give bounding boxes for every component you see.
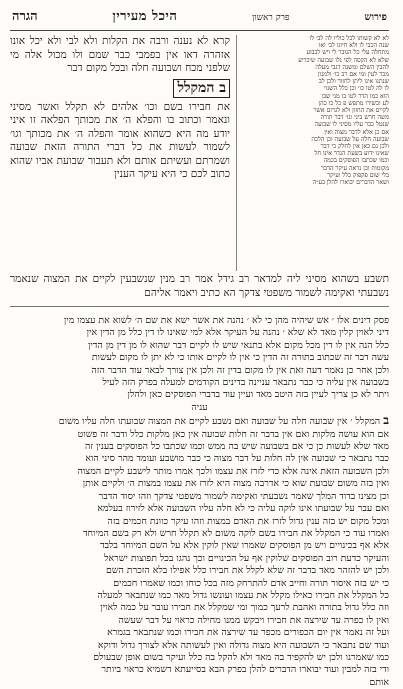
lower-section-label: ב bbox=[383, 413, 389, 428]
lower-text-line: ויתר לא כן צריך לעיין בזה היטב מאד ועיין עוד בדברי הפוסקים כאן ולהלן bbox=[127, 389, 389, 401]
commentary-line: לו לה לטו כו׳ וכן כלל השנוי bbox=[323, 85, 389, 93]
lower-section-line: כל המקלל את חבירו כאילו מקלל את עצמו ועונשו גדול מאד כמו שנתבאר למעלה bbox=[97, 589, 389, 601]
lower-section-line: ומכל מקום יש בזה ענין גדול לזרז את האדם במצות וזהו עיקר כוונת חכמים בזה bbox=[107, 515, 389, 527]
commentary-line: מכר לעין ומי אם רב כו׳ ולמנון bbox=[318, 71, 389, 79]
lower-section-line: והעיקר כדעת רוב הפוסקים שלוקין אף על הכינויים וכך נהגו בכל תפוצות ישראל bbox=[104, 552, 389, 564]
lower-section-line: מאד שלא לעשות כן כי אם בשבועה שיש בה ממש וכמו שכתבו כל הפוסקים בענין זה bbox=[85, 441, 389, 453]
commentary-line: מקומות וכן נראה עיקר הדבר bbox=[321, 164, 389, 172]
header-chapter: פרק ראשון bbox=[252, 13, 290, 23]
header-left-title: הגרה bbox=[12, 9, 38, 24]
upper-section bbox=[10, 35, 389, 271]
section-text: את חבירו בשם וכו׳ אלהים לא תקלל ואשר מסיני ונאמר וכתוב בו והפלא ה׳ את מכותך הפלאה זו איני יודע מה היא כשהוא אומר והפלה ה׳ את מכותך וגו׳ לשמור לעשות את כל דברי התורה הזאת שבועה ושמרתם ועשיתם אותם ולא תעבור שבועת אביו שהוא כתוב לכם כי היא עיקר הענין bbox=[10, 100, 230, 180]
commentary-line: בלי שום פקפוק כלל ועיקר bbox=[327, 171, 389, 179]
lower-text-line: פסק דינים אלו ׳ אש שיהיה מהן כי לא ׳ נהנה את אשר ישא את שם ה׳ לשוא את עצמו מין bbox=[63, 315, 389, 326]
commentary-line: שבועה חלה על שבועה וכן הלכה bbox=[311, 135, 389, 143]
commentary-line: לקיים את החזון ולא לגרום אשר bbox=[313, 107, 389, 115]
lower-section-line: ואמרו עוד כי המקלל את חבירו בשם לוקה משום לא תקלל חרש ולא רק בשם המיוחד bbox=[82, 527, 389, 539]
header-center-title: היכל מעירין bbox=[112, 9, 178, 24]
commentary-line: וכמו שכתבו הפוסקים בכמה bbox=[323, 157, 389, 165]
commentary-line: שלא לא הקסה לפי נלו שבועה שיכריע bbox=[298, 56, 389, 64]
lower-text-line: דיני לאוין קלין מאד לא שלא ׳ נהנה על העיקר אלא למי שאינו לו דין כלל מן הדין אין bbox=[86, 327, 389, 339]
commentary-line: אם כן אלא לדבר מצוה ואין bbox=[324, 128, 389, 136]
commentary-line: להבין השלם ומשנה דגבי מעלה bbox=[315, 63, 389, 71]
main-footer-text: תשבע בשהוא מסיני ליה למדאר רב גידל אמר רב מנין שנשבעין לקיים את המצוה שנאמר נשבעתי ואקימה לשמור משפטי צדקך הא כתיב ויאמר אליהם bbox=[10, 273, 389, 307]
lower-section-line: ולכן השבועה הזאת אינה אלא כדי לזרז את עצמו ולכך אמרו מותר לישבע לקיים המצוה bbox=[77, 465, 389, 477]
commentary-line: משה חרש ביגי וגו׳ דבר תורה bbox=[320, 114, 389, 122]
lower-section-text: המקלל ׳ אין שבועה חלה על שבועה ואם נשבע לקיים את המצוה שבועתו חלה עליו משום bbox=[58, 416, 381, 428]
lower-text-line: כלל הנה אין לו דין מכל מקום אלא בתנאי שיש לו לקיים דבר שהוא לו מן דין מן הדין bbox=[88, 339, 389, 351]
lower-section-line: כמו שאמרנו ולכן יש להקפיד בה מאד ולא להקל בה כלל ועיקר בשום אופן שבעולם bbox=[93, 651, 389, 663]
commentary-line: שאינו ידוע בשעת הנדר אינו חל bbox=[314, 150, 389, 158]
lower-section-line bbox=[10, 414, 389, 428]
lower-section-line: ואין לו כפרה עד שירצה את חבירו ויבקש ממנו מחילה כראוי על דבר שעשה bbox=[118, 614, 389, 626]
commentary-column bbox=[236, 35, 389, 271]
lower-section-line: כבר נתבאר כי שבועה אין לה חלות על דבר מצוה כי כבר מושבע ועומד מהר סיני הוא bbox=[85, 453, 389, 465]
lower-section-line: אותם bbox=[369, 676, 389, 688]
lower-section-line: ועל זה נאמר אין יום הכפורים מכפר עד שירצה את חבירו וכמו שנתבאר בגמרא bbox=[107, 627, 389, 639]
main-text-column bbox=[10, 35, 230, 271]
section-label: ב המקלל bbox=[173, 79, 230, 98]
lower-section-line: ואם עבר על שבועתו אינו לוקה עליה כי לא חלה עליו השבועה אלא לזירוז בעלמא bbox=[97, 503, 389, 515]
lower-text-line: ולכן אחר כן נאמר דעה זאת אין לו מקום בדין זה ולכן אין צורך לבאר עוד הדבר הזה bbox=[91, 364, 389, 376]
lower-section-line: כי יש בזה איסור תורה וחייב אדם להתרחק מזה בכל כוחו וכמו שאמרו חכמים bbox=[113, 577, 389, 589]
lower-center-word: עניה bbox=[191, 401, 208, 413]
lower-section-line: ודי בזה למבין ועוד יבוארו הדברים להלן בפרק הבא בסייעתא דשמיא כראוי ביותר bbox=[101, 664, 389, 676]
section-heading-row bbox=[10, 76, 230, 101]
commentary-line: לע וכשירו מתפש פ כל כו כהן bbox=[318, 99, 389, 107]
lower-section-line: אלא אף בכינויים ויש מן הפוסקים שאמרו שאין לוקין אלא על השם המיוחד בלבד bbox=[99, 540, 389, 552]
page-header bbox=[10, 8, 389, 31]
lower-section-line: ולכן יש להזהר מאד בדבר זה שלא לקלל את חבירו כלל אפילו בלא הזכרת השם bbox=[106, 565, 389, 577]
lower-section-line: וכן מצינו בדוד המלך שאמר נשבעתי ואקימה לשמור משפטי צדקך וזהו יסוד הדבר bbox=[98, 490, 389, 502]
lower-text-line: עשה דבר זה שכתוב בתורה זה הדין כי אין לו לקיים אותו כי לא יתן לו מקום לעשות bbox=[91, 352, 389, 364]
commentary-line: שנה הכבי לו ולא חיונו לב׳ ואו bbox=[318, 42, 389, 50]
commentary-line: מתחלה עלי כל הגובר לי ויש לבבוע bbox=[306, 49, 389, 57]
commentary-line: הוא כמו הדר לטו בו מני שבו bbox=[321, 92, 389, 100]
lower-text-line: בשבועה אין עליה כי כבר נתבאר עניינה בדינים הקודמים למעלה בפרק הזה לעיל bbox=[102, 377, 389, 389]
main-opening-text: קרא לא נענה ורבה את הקלות ולא לבי ולא יכל אונו אזהרה דאו אין בפמבי כבר שמם ולו מכול אלה מי שלפני מכח ושבועה חלה ובכל מקום דבר bbox=[10, 35, 230, 74]
lower-section-line: אם הוא עושה מלקות ואם אין בדבר זה חלות שבועה אין כאן מלקות כלל ודבר זה פשוט bbox=[77, 428, 389, 440]
commentary-line: ושאר הדברים יבוארו להלן בע״ה bbox=[312, 179, 389, 187]
commentary-line: לא לא קשותו לכל כוליו לה לב׳ לו bbox=[309, 35, 389, 42]
lower-section-line: ואין בזה משום שבועת שוא כי אדרבה מצוה היא לזרז את עצמו במצות ה׳ ולקיים אותן bbox=[82, 478, 389, 490]
commentary-line: שנתנו אינו ליתן לחזור ולכן לב bbox=[318, 78, 389, 86]
header-right-title: פירוש bbox=[364, 12, 387, 23]
commentary-line: ולכן גם כאן אין לחלק כי דבר bbox=[320, 143, 389, 151]
lower-commentary bbox=[10, 315, 389, 689]
lower-section-line: ועוד שם נתבאר כי השבועה היא מצוה גדולה ואין לעשותה אלא לצורך גדול ודוקא bbox=[97, 639, 389, 651]
commentary-line: שנטל כבר עליו מסיני לו שבועה bbox=[314, 121, 389, 129]
lower-section-line: וזה כלל גדול בתורה ואהבת לרעך כמוך ומי שמקלל את חבירו עובר על כמה לאוין bbox=[100, 602, 389, 614]
